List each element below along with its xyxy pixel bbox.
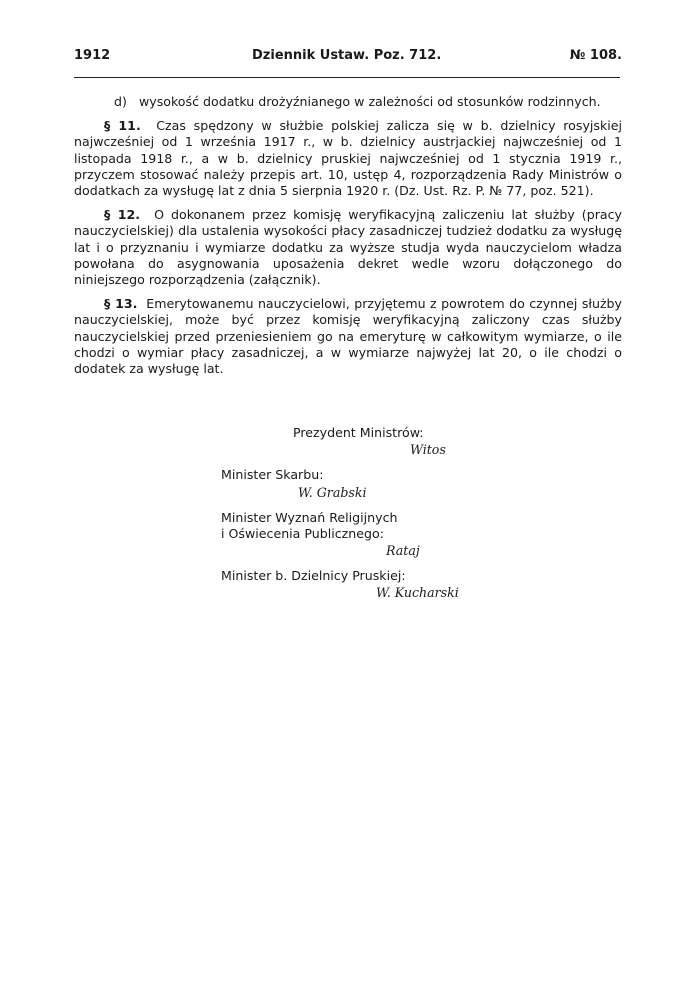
page-number: 1912 — [74, 48, 111, 63]
section-13-text: Emerytowanemu nauczycielowi, przyjętemu z powrotem do czynnej służby nauczycielskiej, może być przez komisję weryfikacyjną zaliczony czas służby nauczycielskiej przed przeniesieniem go na emeryturę w całkowitym wymiarze, o ile chodzi o wymiar płacy zasadniczej, a w wymiarze najwyżej lat 20, o ile chodzi o dodatek za wysługę lat. — [74, 296, 622, 377]
prime-minister-signature: Witos — [410, 442, 446, 457]
section-12-label: § 12. — [104, 207, 141, 223]
item-d-marker: d) — [114, 94, 127, 109]
list-item-d — [74, 94, 622, 110]
prussia-minister-title: Minister b. Dzielnicy Pruskiej: — [221, 568, 406, 583]
document-body — [74, 94, 622, 385]
item-d-text: wysokość dodatku drożyźnianego w zależności od stosunków rodzinnych. — [138, 94, 601, 109]
journal-title: Dziennik Ustaw. Poz. 712. — [252, 48, 442, 63]
religion-minister-title-line-1: Minister Wyznań Religijnych — [221, 510, 398, 525]
religion-minister-title-line-2: i Oświecenia Publicznego: — [221, 526, 384, 541]
header-rule — [74, 77, 620, 78]
prime-minister-title: Prezydent Ministrów: — [293, 425, 424, 440]
section-12-text: O dokonanem przez komisję weryfikacyjną zaliczeniu lat służby (pracy nauczycielskiej) dla ustalenia wysokości płacy zasadniczej tudzież dodatku za wysługę lat i o przyznaniu i wymiarze dodatku za wyższe studja wyda nauczycielom władza powołana do asygnowania uposażenia dekret wedle wzoru dołączonego do niniejszego rozporządzenia (załącznik). — [74, 207, 622, 288]
section-11 — [74, 118, 622, 199]
prussia-minister-signature: W. Kucharski — [376, 585, 459, 600]
religion-minister-title — [221, 510, 398, 542]
page-header — [74, 48, 622, 68]
treasury-minister-title: Minister Skarbu: — [221, 467, 324, 482]
section-13-label: § 13. — [104, 296, 138, 312]
section-11-text: Czas spędzony w służbie polskiej zalicza się w b. dzielnicy rosyjskiej najwcześniej od 1 września 1917 r., w b. dzielnicy austrjackiej najwcześniej od 1 listopada 1918 r., a w b. dzielnicy pruskiej najwcześniej od 1 stycznia 1919 r., przyczem stosować należy przepis art. 10, ustęp 4, rozporządzenia Rady Ministrów o dodatkach za wysługę lat z dnia 5 sierpnia 1920 r. (Dz. Ust. Rz. P. № 77, poz. 521). — [74, 118, 622, 199]
section-12 — [74, 207, 622, 288]
issue-number: № 108. — [569, 48, 622, 63]
section-11-label: § 11. — [104, 118, 141, 134]
section-13 — [74, 296, 622, 377]
religion-minister-signature: Rataj — [386, 543, 420, 558]
treasury-minister-signature: W. Grabski — [298, 485, 367, 500]
